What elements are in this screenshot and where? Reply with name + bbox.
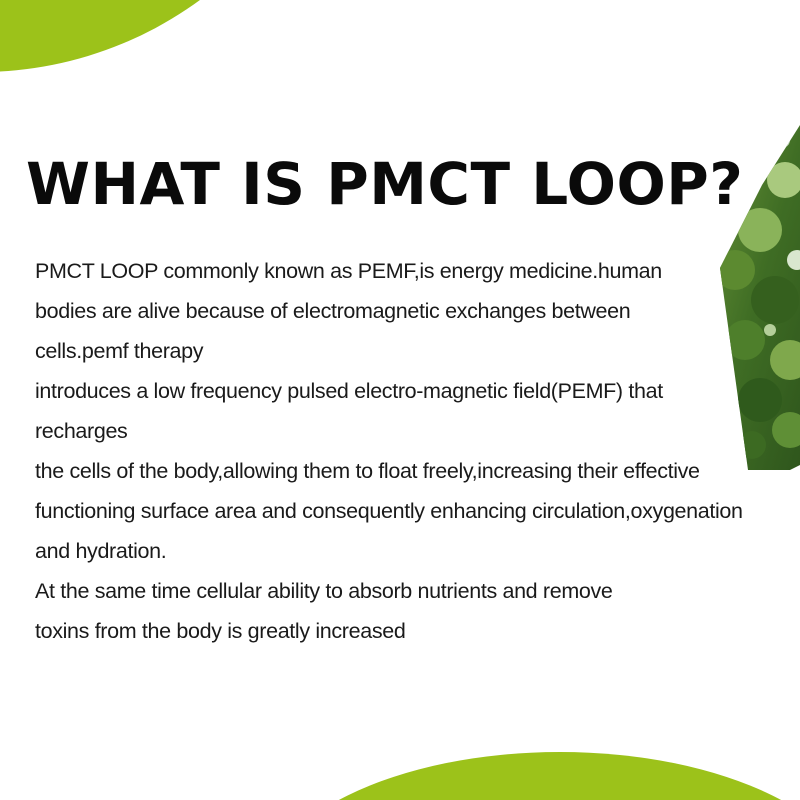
body-line: the cells of the body,allowing them to float freely,increasing their effective (35, 459, 700, 483)
body-line: and hydration. (35, 539, 167, 563)
body-line: At the same time cellular ability to absorb nutrients and remove (35, 579, 613, 603)
body-line: introduces a low frequency pulsed electro-magnetic field(PEMF) that (35, 379, 663, 403)
body-line: bodies are alive because of electromagnetic exchanges between (35, 299, 631, 323)
description-paragraph (35, 251, 800, 651)
body-line: functioning surface area and consequently enhancing circulation,oxygenation (35, 499, 743, 523)
page-title: WHAT IS PMCT LOOP? (26, 150, 744, 218)
green-circle-top-left (0, 0, 352, 72)
body-line: PMCT LOOP commonly known as PEMF,is energy medicine.human (35, 259, 662, 283)
green-circle-bottom (260, 752, 800, 800)
body-line: toxins from the body is greatly increased (35, 619, 406, 643)
body-line: cells.pemf therapy (35, 339, 204, 363)
body-line: recharges (35, 419, 128, 443)
